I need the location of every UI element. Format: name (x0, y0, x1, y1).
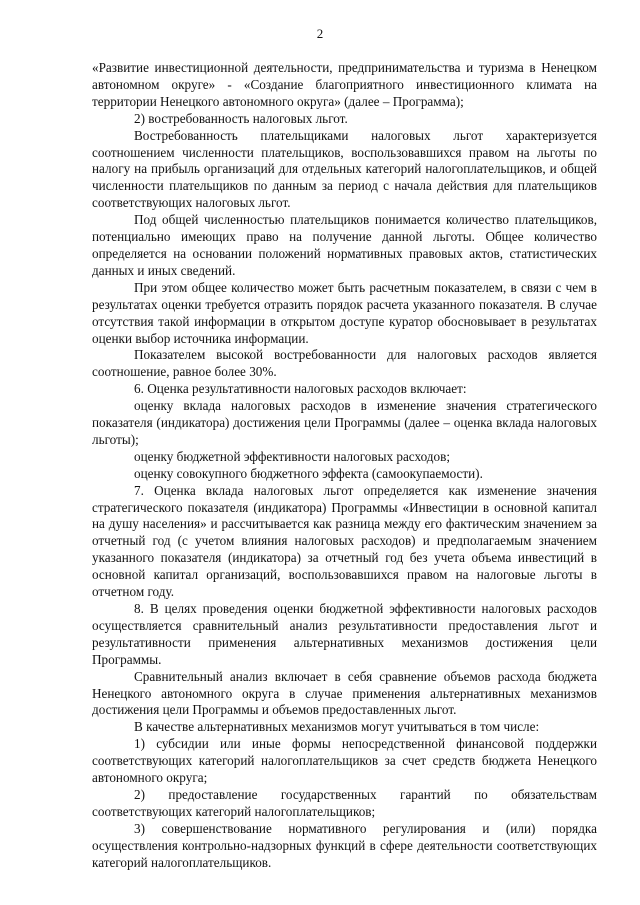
paragraph: оценку совокупного бюджетного эффекта (самоокупаемости). (134, 465, 483, 481)
paragraph: Сравнительный анализ включает в себя сравнение объемов расхода бюджета Ненецкого автономного округа в случае применения альтернативных механизмов достижения цели Программы и объемов предоставленных льгот. (92, 668, 597, 718)
paragraph: 6. Оценка результативности налоговых расходов включает: (134, 381, 467, 397)
paragraph: 2) предоставление государственных гарантий по обязательствам соответствующих категорий налогоплательщиков; (92, 786, 597, 819)
paragraph: оценку вклада налоговых расходов в изменение значения стратегического показателя (индикатора) достижения цели Программы (далее – оценка вклада налоговых льготы); (92, 398, 597, 447)
paragraph: оценку бюджетной эффективности налоговых расходов; (134, 448, 450, 464)
paragraph: Показателем высокой востребованности для налоговых расходов является соотношение, равное более 30%. (92, 347, 597, 380)
paragraph: 3) совершенствование нормативного регулирования и (или) порядка осуществления контрольно-надзорных функций в сфере деятельности соответствующих категорий налогоплательщиков. (92, 820, 597, 870)
paragraph: 7. Оценка вклада налоговых льгот определяется как изменение значения стратегического показателя (индикатора) Программы «Инвестиции в основной капитал на душу населения» и рассчитывается как разница между его фактическим значением за отчетный год (с учетом влияния налоговых расходов) и предполагаемым значением указанного показателя (индикатора) за отчетный год без учета объема инвестиций в основной капитал организаций, воспользовавшихся правом на налоговые льготы в отчетном году. (92, 482, 597, 600)
page-number: 2 (316, 26, 324, 41)
paragraph: При этом общее количество может быть расчетным показателем, в связи с чем в результатах оценки требуется отразить порядок расчета указанного показателя. В случае отсутствия такой информации в открытом доступе куратор обосновывает в результатах оценки выбор источника информации. (92, 279, 597, 346)
paragraph: 8. В целях проведения оценки бюджетной эффективности налоговых расходов осуществляется сравнительный анализ результативности предоставления льгот и результативности применения альтернативных механизмов достижения цели Программы. (92, 601, 597, 667)
paragraph: Востребованность плательщиками налоговых льгот характеризуется соотношением численности плательщиков, воспользовавшихся правом на льготы по налогу на прибыль организаций для отдельных категорий налогоплательщиков, и общей численности плательщиков по данным за период с начала действия для плательщиков соответствующих налоговых льгот. (92, 127, 597, 211)
paragraph: 1) субсидии или иные формы непосредственной финансовой поддержки соответствующих категорий налогоплательщиков за счет средств бюджета Ненецкого автономного округа; (92, 736, 597, 786)
paragraph: «Развитие инвестиционной деятельности, предпринимательства и туризма в Ненецком автономном округе» - «Создание благоприятного инвестиционного климата на территории Ненецкого автономного округа» (далее – Программа); (92, 60, 597, 109)
paragraph: Под общей численностью плательщиков понимается количество плательщиков, потенциально имеющих право на получение данной льготы. Общее количество определяется на основании положений нормативных правовых актов, статистических данных и иных сведений. (92, 212, 597, 278)
paragraph: 2) востребованность налоговых льгот. (134, 110, 348, 126)
document-body (92, 60, 597, 872)
paragraph: В качестве альтернативных механизмов могут учитываться в том числе: (134, 719, 540, 735)
